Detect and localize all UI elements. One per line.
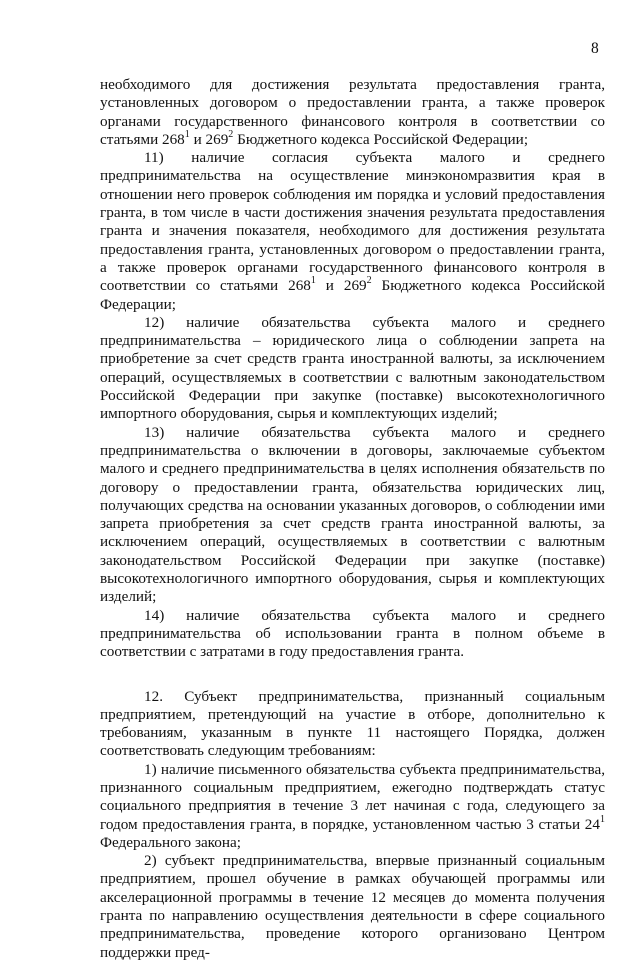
paragraph-section-12: 12. Субъект предпринимательства, признанный социальным предприятием, претендующий на участие в отборе, дополнительно к требованиям, указанным в пункте 11 настоящего Порядка, должен соответствовать следующим требованиям: (100, 687, 605, 760)
page-number: 8 (591, 40, 599, 57)
paragraph-section-12-item-1: 1) наличие письменного обязательства субъекта предпринимательства, признанного социальным предприятием, ежегодно подтверждать статус социального предприятия в течение 3 лет начиная с года, следующего за годом предоставления гранта, в порядке, установленном частью 3 статьи $24^1$ Федерального закона; (100, 760, 605, 851)
paragraph-continuation: необходимого для достижения результата предоставления гранта, установленных договором о предоставлении гранта, а также проверок органами государственного финансового контроля в соответствии со статьями $268^1$ и $269^2$ Бюджетного кодекса Российской Федерации; (100, 76, 605, 148)
paragraph-item-14: 14) наличие обязательства субъекта малого и среднего предпринимательства об использовании гранта в полном объеме в соответствии с затратами в году предоставления гранта. (100, 606, 605, 661)
paragraph-item-12: 12) наличие обязательства субъекта малого и среднего предпринимательства – юридического лица о соблюдении запрета на приобретение за счет средств гранта иностранной валюты, за исключением операций, осуществляемых в соответствии с валютным законодательством Российской Федерации при закупке (поставке) высокотехнологичного импортного оборудования, сырья и комплектующих изделий; (100, 313, 605, 423)
paragraph-item-11: 11) наличие согласия субъекта малого и среднего предпринимательства на осуществление минэкономразвития края в отношении него проверок соблюдения им порядка и условий предоставления гранта, в том числе в части достижения значения результата предоставления гранта и значения показателя, необходимого для достижения результата предоставления гранта, установленных договором о предоставлении гранта, а также проверок органами государственного финансового контроля в соответствии со статьями $268^1$ и $269^2$ Бюджетного кодекса Российской Федерации; (100, 149, 605, 313)
document-body (100, 76, 605, 962)
paragraph-item-13: 13) наличие обязательства субъекта малого и среднего предпринимательства о включении в договоры, заключаемые субъектом малого и среднего предпринимательства в целях исполнения обязательств по договору о предоставлении гранта, обязательства юридических лиц, получающих средства на основании указанных договоров, о соблюдении ими запрета приобретения за счет средств гранта иностранной валюты, за исключением операций, осуществляемых в соответствии с валютным законодательством Российской Федерации при закупке (поставке) высокотехнологичного импортного оборудования, сырья и комплектующих изделий; (100, 423, 605, 606)
paragraph-section-12-item-2: 2) субъект предпринимательства, впервые признанный социальным предприятием, прошел обучение в рамках обучающей программы или акселерационной программы в течение 12 месяцев до момента получения гранта по направлению осуществления деятельности в сфере социального предпринимательства, проведение которого организовано Центром поддержки пред- (100, 852, 605, 961)
